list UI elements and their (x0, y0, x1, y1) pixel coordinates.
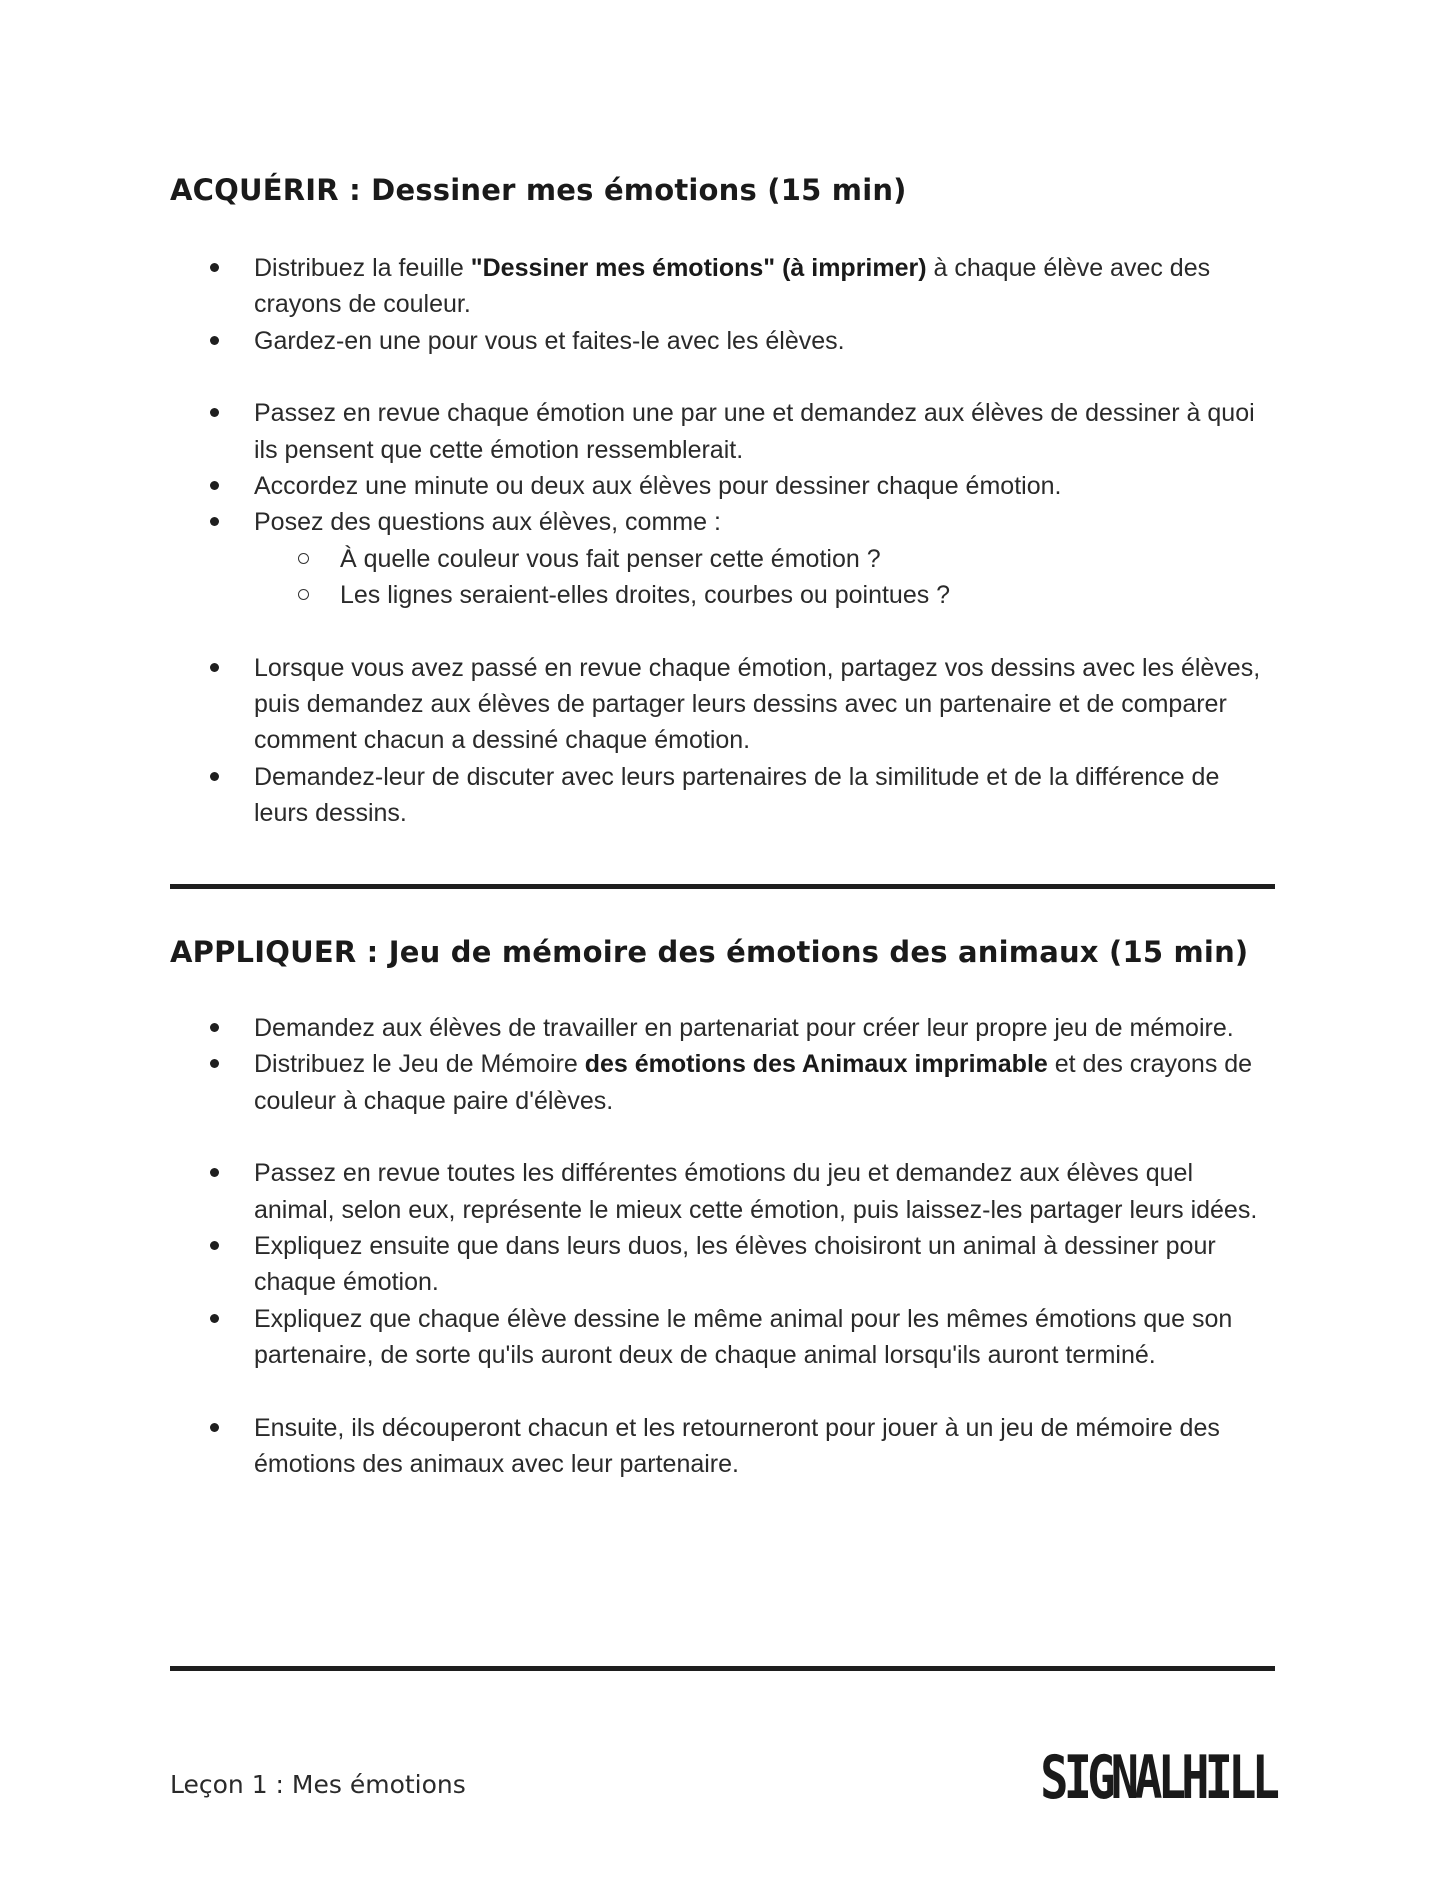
lesson-footer: Leçon 1 : Mes émotions (170, 1770, 466, 1799)
appliquer-list (210, 1010, 1270, 1482)
list-item: Demandez-leur de discuter avec leurs partenaires de la similitude et de la différence de leurs dessins. (210, 759, 1270, 832)
list-item: Ensuite, ils découperont chacun et les retourneront pour jouer à un jeu de mémoire des émotions des animaux avec leur partenaire. (210, 1410, 1270, 1483)
list-item: Expliquez ensuite que dans leurs duos, les élèves choisiront un animal à dessiner pour chaque émotion. (210, 1228, 1270, 1301)
memory-game-link: des émotions des Animaux imprimable (584, 1050, 1048, 1079)
question-sublist (254, 541, 1270, 614)
list-item: Posez des questions aux élèves, comme : À quelle couleur vous fait penser cette émotion ? Les lignes seraient-elles droites, courbes ou pointues ? (210, 504, 1270, 613)
list-item: Demandez aux élèves de travailler en partenariat pour créer leur propre jeu de mémoire. (210, 1010, 1270, 1046)
worksheet-link: "Dessiner mes émotions" (à imprimer) (470, 254, 927, 282)
signalhill-logo: SIGNALHILL (1040, 1743, 1275, 1813)
acquerir-list (210, 250, 1270, 832)
list-item: Lorsque vous avez passé en revue chaque émotion, partagez vos dessins avec les élèves, puis demandez aux élèves de partager leurs dessins avec un partenaire et de comparer comment chacun a dessiné chaque émotion. (210, 650, 1270, 759)
section-divider (170, 1666, 1275, 1671)
section-title-appliquer: APPLIQUER : Jeu de mémoire des émotions des animaux (15 min) (170, 935, 1249, 969)
list-item: Gardez-en une pour vous et faites-le avec les élèves. (210, 323, 1270, 359)
sub-list-item: À quelle couleur vous fait penser cette émotion ? (254, 541, 1270, 577)
list-item: Expliquez que chaque élève dessine le même animal pour les mêmes émotions que son partenaire, de sorte qu'ils auront deux de chaque animal lorsqu'ils auront terminé. (210, 1301, 1270, 1374)
list-item: Distribuez la feuille "Dessiner mes émotions" (à imprimer) à chaque élève avec des crayons de couleur. (210, 250, 1270, 323)
section-divider (170, 884, 1275, 889)
list-item: Passez en revue chaque émotion une par une et demandez aux élèves de dessiner à quoi ils pensent que cette émotion ressemblerait. (210, 395, 1270, 468)
list-item: Passez en revue toutes les différentes émotions du jeu et demandez aux élèves quel animal, selon eux, représente le mieux cette émotion, puis laissez-les partager leurs idées. (210, 1155, 1270, 1228)
list-item: Accordez une minute ou deux aux élèves pour dessiner chaque émotion. (210, 468, 1270, 504)
document-page (170, 0, 1275, 1889)
section-title-acquerir: ACQUÉRIR : Dessiner mes émotions (15 min) (170, 173, 907, 207)
sub-list-item: Les lignes seraient-elles droites, courbes ou pointues ? (254, 577, 1270, 613)
list-item: Distribuez le Jeu de Mémoire des émotions des Animaux imprimable et des crayons de couleur à chaque paire d'élèves. (210, 1046, 1270, 1119)
